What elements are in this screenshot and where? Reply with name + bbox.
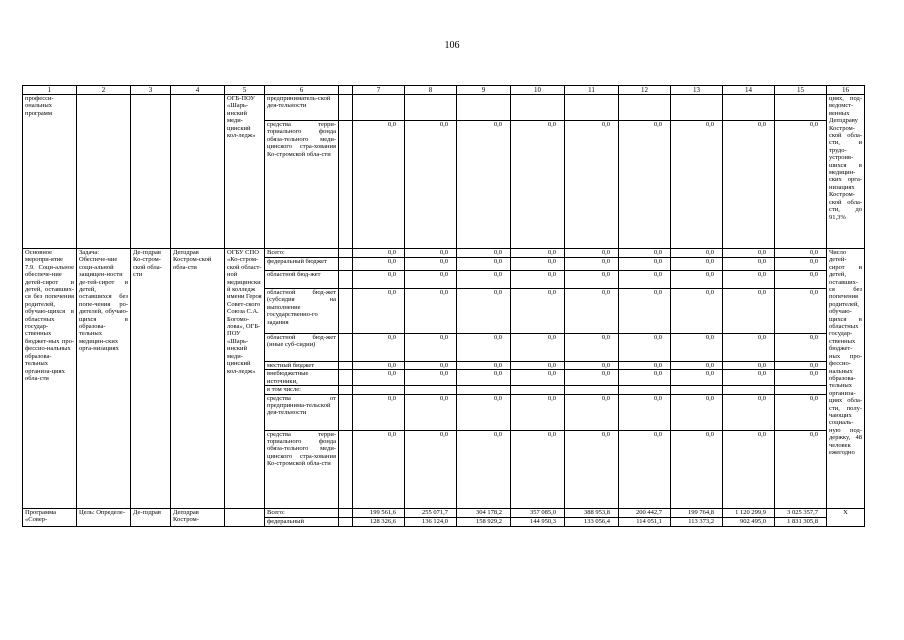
value-cell: 0,0 <box>405 370 457 386</box>
value-cell: 0,0 <box>511 271 565 289</box>
header-cell: 2 <box>77 86 131 95</box>
source-label: Всего: <box>265 508 339 517</box>
value-cell: 0,0 <box>457 121 511 249</box>
value-cell: 144 950,3 <box>511 517 565 526</box>
header-cell: 4 <box>171 86 225 95</box>
value-cell: 0,0 <box>619 334 671 362</box>
source-label: внебюджетные источники, <box>265 370 339 386</box>
value-cell: 0,0 <box>619 394 671 430</box>
value-cell: 0,0 <box>565 394 619 430</box>
value-cell: 0,0 <box>775 430 827 508</box>
value-cell: 0,0 <box>565 362 619 370</box>
coordinator-cell <box>131 95 171 249</box>
value-cell: 0,0 <box>671 289 723 334</box>
value-cell: 0,0 <box>671 394 723 430</box>
value-cell: 0,0 <box>353 271 405 289</box>
participant-cell: ОГБУ СПО «Ко-стром-ской област-ной медицинский колледж имени Героя Совет-ского Союза С.А. Богомо-лова», ОГБ-ПОУ «Шарь-инский меди-цинский кол-ледж» <box>225 249 265 509</box>
value-cell: 0,0 <box>405 258 457 271</box>
value-cell: 0,0 <box>511 249 565 258</box>
spacer-cell <box>339 258 353 271</box>
value-cell: 0,0 <box>511 430 565 508</box>
participant-cell <box>225 508 265 526</box>
value-cell: 0,0 <box>723 249 775 258</box>
source-label: областной бюд-жет <box>265 271 339 289</box>
value-cell: 0,0 <box>353 430 405 508</box>
value-cell: 0,0 <box>511 289 565 334</box>
spacer-cell <box>339 430 353 508</box>
value-cell: 200 442,7 <box>619 508 671 517</box>
value-cell: 0,0 <box>723 370 775 386</box>
value-cell: 255 071,7 <box>405 508 457 517</box>
value-cell: 0,0 <box>723 362 775 370</box>
value-cell: 133 056,4 <box>565 517 619 526</box>
value-cell <box>511 95 565 121</box>
spacer-cell <box>339 508 353 517</box>
header-cell: 9 <box>457 86 511 95</box>
header-cell <box>339 86 353 95</box>
value-cell: 0,0 <box>457 258 511 271</box>
executor-cell: Депздрав Костром-ской обла-сти <box>171 249 225 509</box>
value-cell: 0,0 <box>353 334 405 362</box>
value-cell: 0,0 <box>457 334 511 362</box>
value-cell: 0,0 <box>671 249 723 258</box>
coordinator-cell: Де-пздрав <box>131 508 171 526</box>
value-cell <box>353 95 405 121</box>
value-cell <box>671 386 723 394</box>
value-cell: 0,0 <box>723 258 775 271</box>
spacer-cell <box>339 370 353 386</box>
value-cell: 0,0 <box>619 362 671 370</box>
value-cell: 0,0 <box>671 334 723 362</box>
spacer-cell <box>339 121 353 249</box>
value-cell: 0,0 <box>723 394 775 430</box>
source-label: Всего: <box>265 249 339 258</box>
table-row <box>23 249 865 258</box>
value-cell: 0,0 <box>353 258 405 271</box>
value-cell: 0,0 <box>405 289 457 334</box>
value-cell: 0,0 <box>457 362 511 370</box>
value-cell <box>723 95 775 121</box>
value-cell: 0,0 <box>671 271 723 289</box>
result-cell: циях, под-ведомст-венных Депздраву Костром-ской обла-сти, и трудо-устроив-шихся в медицин-ских орга-низациях Костром-ской обла-сти, до 91,3% <box>827 95 865 249</box>
value-cell <box>353 386 405 394</box>
source-label: средства терри-ториального фонда обяза-тельного меди-цинского стра-хования Ко-стромской обла-сти <box>265 121 339 249</box>
value-cell <box>619 386 671 394</box>
value-cell: 0,0 <box>565 289 619 334</box>
result-cell: Число детей-сирот и детей, оставших-ся без попечения родителей, обучаю-щихся в областных государ-ственных бюджет-ных про-фессио-нальных образова-тельных организа-циях обла-сти, полу-чающих социаль-ную под-держку, 48 человек ежегодно <box>827 249 865 509</box>
spacer-cell <box>339 334 353 362</box>
value-cell: 388 953,8 <box>565 508 619 517</box>
value-cell: 0,0 <box>565 334 619 362</box>
value-cell: 0,0 <box>723 289 775 334</box>
goal-cell: Цель: Определе- <box>77 508 131 526</box>
source-label: федеральный бюджет <box>265 258 339 271</box>
value-cell <box>457 386 511 394</box>
value-cell <box>775 386 827 394</box>
coordinator-cell: Де-пздрав Ко-стром-ской обла-сти <box>131 249 171 509</box>
spacer-cell <box>339 271 353 289</box>
spacer-cell <box>339 95 353 121</box>
value-cell: 0,0 <box>565 370 619 386</box>
value-cell: 0,0 <box>723 334 775 362</box>
value-cell: 0,0 <box>723 271 775 289</box>
value-cell: 0,0 <box>353 289 405 334</box>
value-cell: 114 051,1 <box>619 517 671 526</box>
value-cell: 0,0 <box>619 370 671 386</box>
budget-table <box>22 85 865 527</box>
value-cell: 0,0 <box>671 362 723 370</box>
value-cell: 0,0 <box>671 258 723 271</box>
header-cell: 1 <box>23 86 77 95</box>
header-cell: 12 <box>619 86 671 95</box>
header-cell: 15 <box>775 86 827 95</box>
value-cell: 3 025 357,7 <box>775 508 827 517</box>
value-cell: 0,0 <box>775 370 827 386</box>
source-label: федеральный <box>265 517 339 526</box>
program-cell: Программа «Совер- <box>23 508 77 526</box>
value-cell: 136 124,0 <box>405 517 457 526</box>
value-cell: 0,0 <box>775 271 827 289</box>
header-cell: 5 <box>225 86 265 95</box>
header-cell: 16 <box>827 86 865 95</box>
value-cell <box>619 95 671 121</box>
value-cell: 0,0 <box>511 362 565 370</box>
source-label: в том числе: <box>265 386 339 394</box>
value-cell: 0,0 <box>619 121 671 249</box>
value-cell: 1 831 305,8 <box>775 517 827 526</box>
value-cell: 0,0 <box>723 121 775 249</box>
header-cell: 11 <box>565 86 619 95</box>
value-cell: 0,0 <box>457 430 511 508</box>
value-cell: 0,0 <box>775 289 827 334</box>
value-cell: 0,0 <box>619 271 671 289</box>
value-cell: 0,0 <box>775 334 827 362</box>
value-cell: 0,0 <box>511 370 565 386</box>
value-cell: 1 120 299,9 <box>723 508 775 517</box>
value-cell: 357 085,0 <box>511 508 565 517</box>
header-cell: 3 <box>131 86 171 95</box>
value-cell: 0,0 <box>511 258 565 271</box>
spacer-cell <box>339 386 353 394</box>
value-cell: 0,0 <box>405 362 457 370</box>
value-cell: 0,0 <box>511 394 565 430</box>
value-cell: 199 764,8 <box>671 508 723 517</box>
value-cell: 0,0 <box>405 249 457 258</box>
value-cell: 0,0 <box>405 334 457 362</box>
value-cell <box>565 386 619 394</box>
value-cell: 0,0 <box>565 249 619 258</box>
spacer-cell <box>339 249 353 258</box>
value-cell: 0,0 <box>353 249 405 258</box>
value-cell: 0,0 <box>405 121 457 249</box>
spacer-cell <box>339 517 353 526</box>
value-cell: 0,0 <box>619 249 671 258</box>
page-number: 106 <box>444 40 460 51</box>
value-cell: 0,0 <box>565 430 619 508</box>
value-cell: 902 495,0 <box>723 517 775 526</box>
source-label: средства от предпринима-тельской дея-тельности <box>265 394 339 430</box>
value-cell: 0,0 <box>775 362 827 370</box>
value-cell <box>405 386 457 394</box>
goal-cell: Задача: Обеспече-ние соци-альной защищен-ности де-тей-сирот и детей, оставшихся без попе-чения ро-дителей, обучаю-щихся в образова-тельных медицин-ских орга-низациях <box>77 249 131 509</box>
value-cell: 0,0 <box>511 121 565 249</box>
value-cell: 0,0 <box>353 394 405 430</box>
value-cell: 0,0 <box>671 370 723 386</box>
spacer-cell <box>339 394 353 430</box>
value-cell: 0,0 <box>353 362 405 370</box>
value-cell: 0,0 <box>671 121 723 249</box>
value-cell: 0,0 <box>457 370 511 386</box>
table-row <box>23 95 865 121</box>
executor-cell <box>171 95 225 249</box>
value-cell: 0,0 <box>671 430 723 508</box>
program-cell: професси-ональных программ <box>23 95 77 249</box>
header-row <box>23 86 865 95</box>
value-cell <box>775 95 827 121</box>
source-label: областной бюд-жет (иные суб-сидии) <box>265 334 339 362</box>
source-label: областной бюд-жет (субсидия на выполнение государственно-го задания <box>265 289 339 334</box>
executor-cell: Депздрав Костром- <box>171 508 225 526</box>
value-cell: 0,0 <box>353 121 405 249</box>
value-cell <box>723 386 775 394</box>
value-cell: 304 178,2 <box>457 508 511 517</box>
value-cell: 0,0 <box>565 271 619 289</box>
value-cell: 0,0 <box>565 258 619 271</box>
source-label: местный бюджет <box>265 362 339 370</box>
value-cell: 0,0 <box>405 271 457 289</box>
header-cell: 7 <box>353 86 405 95</box>
value-cell: 0,0 <box>405 430 457 508</box>
header-cell: 14 <box>723 86 775 95</box>
spacer-cell <box>339 289 353 334</box>
value-cell: 113 373,2 <box>671 517 723 526</box>
value-cell: 0,0 <box>723 430 775 508</box>
value-cell: 0,0 <box>457 289 511 334</box>
header-cell: 10 <box>511 86 565 95</box>
value-cell: 0,0 <box>619 430 671 508</box>
source-label: средства терри-ториального фонда обяза-тельного меди-цинского стра-хования Ко-стромской обла-сти <box>265 430 339 508</box>
value-cell <box>671 95 723 121</box>
value-cell <box>457 95 511 121</box>
value-cell: 158 929,2 <box>457 517 511 526</box>
value-cell: 0,0 <box>775 121 827 249</box>
value-cell: 0,0 <box>457 394 511 430</box>
source-label: предприниматель-ской дея-тельности <box>265 95 339 121</box>
value-cell <box>565 95 619 121</box>
participant-cell: ОГБ-ПОУ «Шарь-инский меди-цинский кол-ледж» <box>225 95 265 249</box>
value-cell: 0,0 <box>353 370 405 386</box>
value-cell: 0,0 <box>405 394 457 430</box>
spacer-cell <box>339 362 353 370</box>
goal-cell <box>77 95 131 249</box>
value-cell: 0,0 <box>457 271 511 289</box>
value-cell: 0,0 <box>511 334 565 362</box>
value-cell: 128 326,6 <box>353 517 405 526</box>
value-cell: 0,0 <box>619 258 671 271</box>
header-cell: 13 <box>671 86 723 95</box>
value-cell: 0,0 <box>457 249 511 258</box>
value-cell: 0,0 <box>775 249 827 258</box>
value-cell: 0,0 <box>775 258 827 271</box>
program-cell: Основное меропри-ятие 7.9. Соци-альное обеспече-ние детей-сирот и детей, оставших-ся без попечения родителей, обучаю-щихся в областных государ-ственных бюджет-ных про-фессио-нальных образова-тельных организа-циях обла-сти <box>23 249 77 509</box>
value-cell: 0,0 <box>775 394 827 430</box>
value-cell: 0,0 <box>565 121 619 249</box>
header-cell: 6 <box>265 86 339 95</box>
header-cell: 8 <box>405 86 457 95</box>
value-cell <box>511 386 565 394</box>
value-cell: 199 561,6 <box>353 508 405 517</box>
value-cell <box>405 95 457 121</box>
value-cell: 0,0 <box>619 289 671 334</box>
table-row <box>23 508 865 517</box>
result-cell: Х <box>827 508 865 526</box>
